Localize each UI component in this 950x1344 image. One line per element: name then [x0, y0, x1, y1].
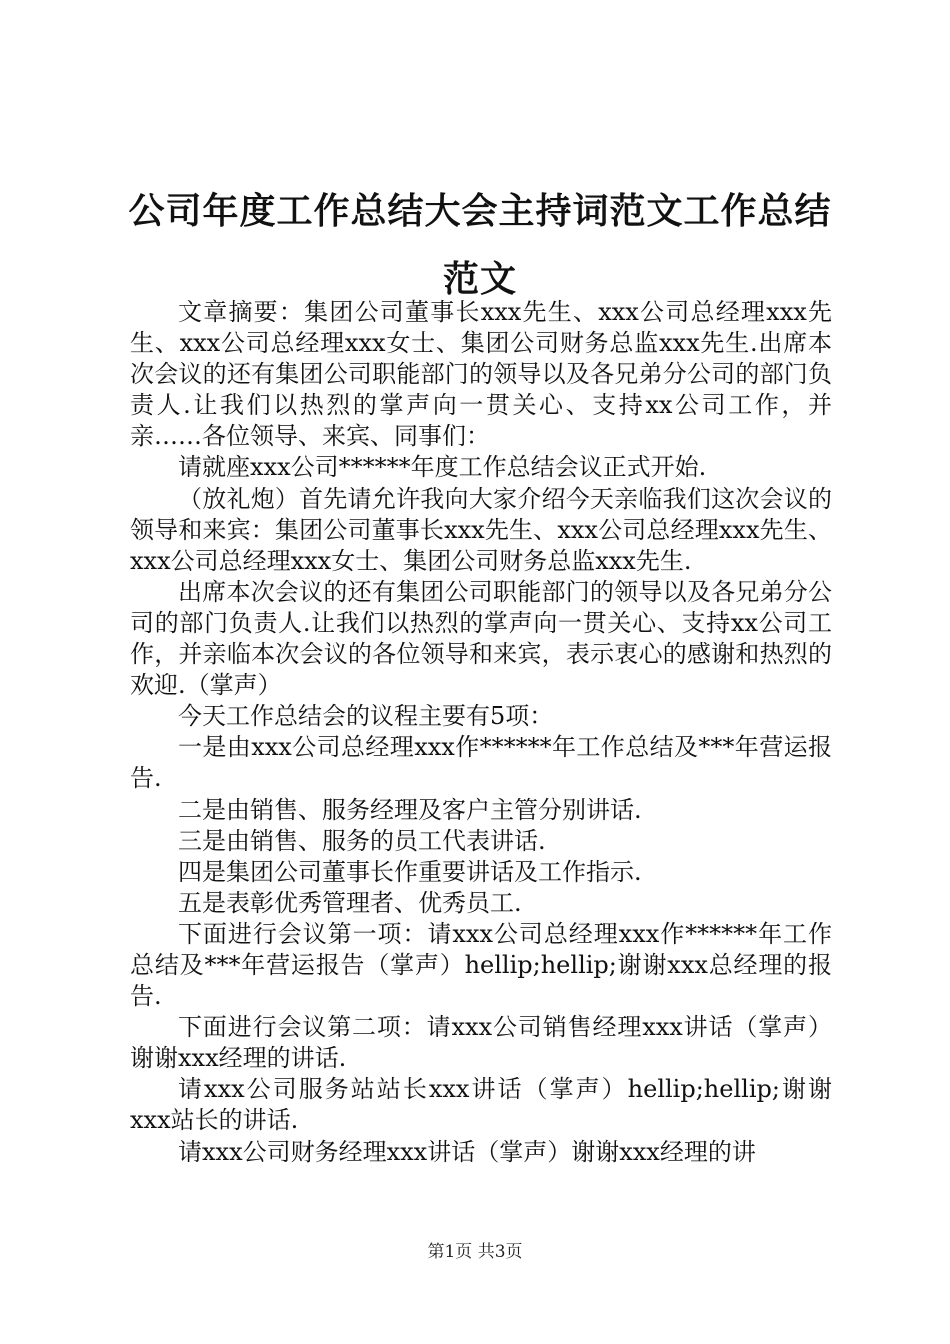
- paragraph: 下面进行会议第二项：请xxx公司销售经理xxx讲话（掌声）谢谢xxx经理的讲话.: [130, 1013, 832, 1073]
- paragraph: 五是表彰优秀管理者、优秀员工.: [178, 888, 522, 917]
- paragraph: 三是由销售、服务的员工代表讲话.: [178, 826, 546, 855]
- paragraph: 请xxx公司服务站站长xxx讲话（掌声）hellip;hellip;谢谢xxx站长的讲话.: [130, 1075, 832, 1135]
- document-body: [130, 297, 832, 1168]
- paragraph: 下面进行会议第一项：请xxx公司总经理xxx作******年工作总结及***年营运报告（掌声）hellip;hellip;谢谢xxx总经理的报告.: [130, 919, 832, 1011]
- paragraph: 请xxx公司财务经理xxx讲话（掌声）谢谢xxx经理的讲: [178, 1137, 756, 1166]
- paragraph: 出席本次会议的还有集团公司职能部门的领导以及各兄弟分公司的部门负责人.让我们以热烈的掌声向一贯关心、支持xx公司工作，并亲临本次会议的各位领导和来宾，表示衷心的感谢和热烈的欢迎.（掌声）: [130, 577, 832, 700]
- paragraph: 二是由销售、服务经理及客户主管分别讲话.: [178, 795, 642, 824]
- paragraph: 请就座xxx公司******年度工作总结会议正式开始.: [178, 453, 707, 482]
- document-title: 公司年度工作总结大会主持词范文工作总结范文: [128, 191, 832, 300]
- paragraph: 四是集团公司董事长作重要讲话及工作指示.: [178, 857, 642, 886]
- paragraph: （放礼炮）首先请允许我向大家介绍今天亲临我们这次会议的领导和来宾：集团公司董事长xxx先生、xxx公司总经理xxx先生、xxx公司总经理xxx女士、集团公司财务总监xxx先生.: [130, 484, 832, 575]
- paragraph: 今天工作总结会的议程主要有5项：: [178, 702, 554, 731]
- paragraph: 文章摘要：集团公司董事长xxx先生、xxx公司总经理xxx先生、xxx公司总经理xxx女士、集团公司财务总监xxx先生.出席本次会议的还有集团公司职能部门的领导以及各兄弟分公司的部门负责人.让我们以热烈的掌声向一贯关心、支持xx公司工作，并亲……各位领导、来宾、同事们：: [130, 298, 832, 451]
- page-footer: 第1页 共3页: [427, 1242, 523, 1262]
- paragraph: 一是由xxx公司总经理xxx作******年工作总结及***年营运报告.: [130, 733, 832, 793]
